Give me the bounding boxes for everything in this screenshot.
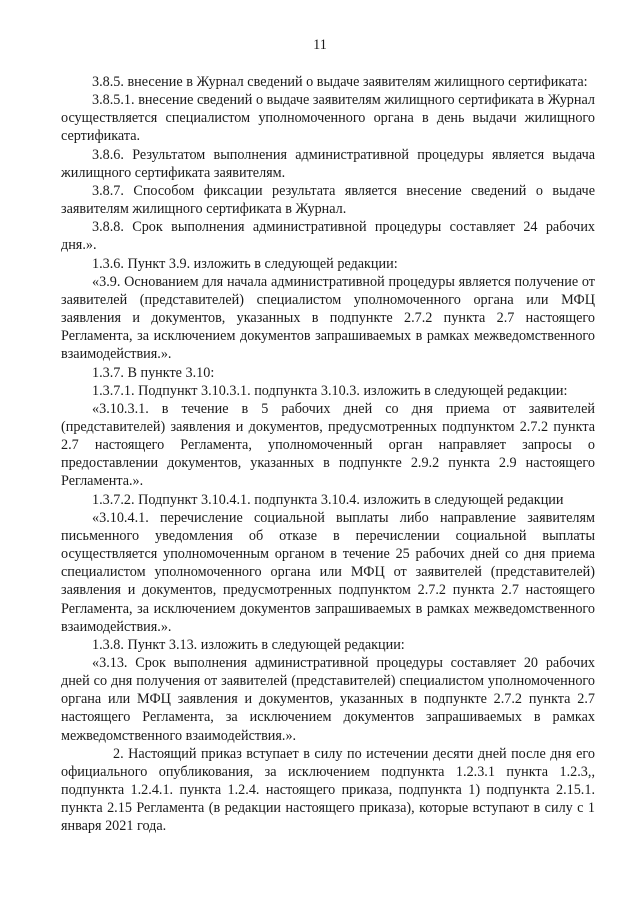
paragraph-3-8-5-1: 3.8.5.1. внесение сведений о выдаче заявителям жилищного сертификата в Журнал осуществляется специалистом уполномоченного органа в день выдачи жилищного сертификата. [61, 92, 595, 145]
paragraph-3-9: «3.9. Основанием для начала административной процедуры является получение от заявителей (представителей) специалистом уполномоченного органа или МФЦ заявления и документов, указанных в подпункте 2.7.2 пункта 2.7 настоящего Регламента, за исключением документов запрашиваемых в рамках межведомственного взаимодействия.». [61, 273, 595, 363]
paragraph-1-3-6: 1.3.6. Пункт 3.9. изложить в следующей редакции: [92, 255, 398, 272]
page-number: 11 [313, 37, 327, 53]
document-body [61, 73, 595, 836]
paragraph-3-8-5: 3.8.5. внесение в Журнал сведений о выдаче заявителям жилищного сертификата: [92, 74, 588, 90]
paragraph-1-3-8: 1.3.8. Пункт 3.13. изложить в следующей редакции: [92, 636, 405, 653]
paragraph-1-3-7-1: 1.3.7.1. Подпункт 3.10.3.1. подпункта 3.10.3. изложить в следующей редакции: [92, 382, 568, 399]
paragraph-1-3-7-2: 1.3.7.2. Подпункт 3.10.4.1. подпункта 3.10.4. изложить в следующей редакции [92, 491, 564, 508]
paragraph-2: 2. Настоящий приказ вступает в силу по истечении десяти дней после дня его официального опубликования, за исключением подпункта 1.2.3.1 пункта 1.2.3,, подпункта 1.2.4.1. пункта 1.2.4. настоящего приказа, подпункта 1) подпункта 2.15.1. пункта 2.15 Регламента (в редакции настоящего приказа), которые вступают в силу с 1 января 2021 года. [61, 745, 595, 835]
paragraph-3-8-7: 3.8.7. Способом фиксации результата является внесение сведений о выдаче заявителям жилищного сертификата в Журнал. [61, 182, 595, 218]
paragraph-3-8-8: 3.8.8. Срок выполнения административной процедуры составляет 24 рабочих дня.». [61, 219, 595, 254]
paragraph-3-10-3-1: «3.10.3.1. в течение в 5 рабочих дней со дня приема от заявителей (представителей) заявления и документов, предусмотренных подпунктом 2.7.2 пункта 2.7 настоящего Регламента, уполномоченный орган направляет запросы о предоставлении документов, указанных в подпункте 2.9.2 пункта 2.9 настоящего Регламента.». [61, 400, 595, 490]
paragraph-3-10-4-1: «3.10.4.1. перечисление социальной выплаты либо направление заявителям письменного уведомления об отказе в перечислении социальной выплаты осуществляется уполномоченным органом в течение 25 рабочих дней со дня приема специалистом уполномоченного органа или МФЦ от заявителей (представителей) заявления и документов, предусмотренных подпунктом 2.7.2 пункта 2.7 настоящего Регламента, за исключением документов запрашиваемых в рамках межведомственного взаимодействия.». [61, 509, 595, 635]
paragraph-3-13: «3.13. Срок выполнения административной процедуры составляет 20 рабочих дней со дня получения от заявителей (представителей) специалистом уполномоченного органа или МФЦ заявления и документов, указанных в подпункте 2.7.2 пункта 2.7 настоящего Регламента, за исключением документов запрашиваемых в рамках межведомственного взаимодействия.». [61, 655, 595, 744]
paragraph-3-8-6: 3.8.6. Результатом выполнения административной процедуры является выдача жилищного сертификата заявителям. [61, 146, 595, 181]
paragraph-1-3-7: 1.3.7. В пункте 3.10: [92, 364, 215, 381]
